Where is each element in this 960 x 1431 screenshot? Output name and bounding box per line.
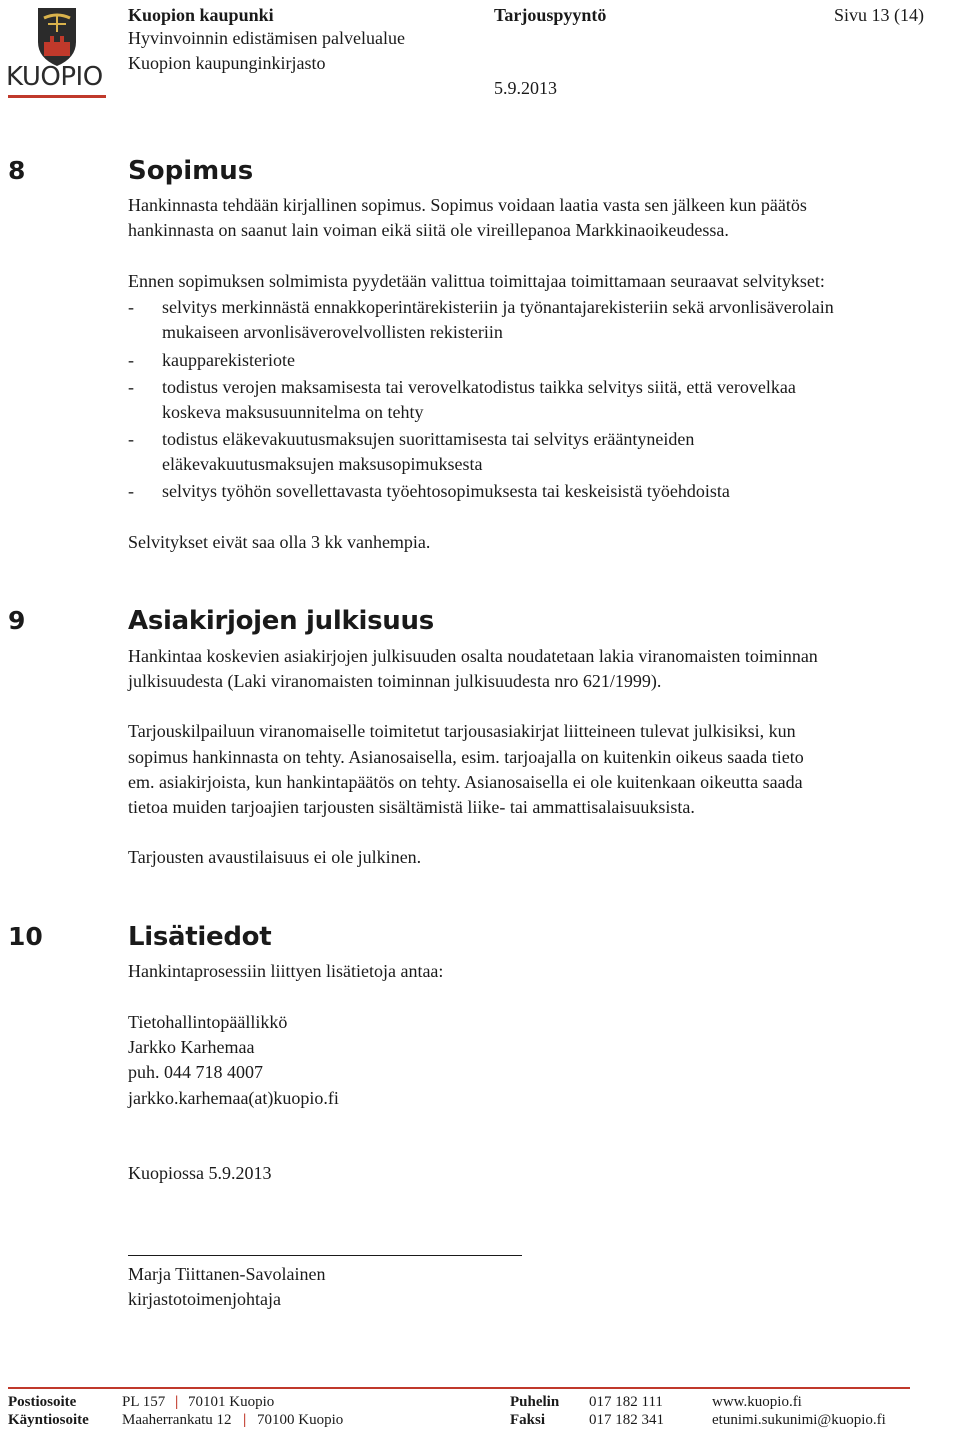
footer-web: www.kuopio.fi [712, 1394, 802, 1410]
footer-email: etunimi.sukunimi@kuopio.fi [712, 1412, 886, 1428]
section-9-paragraph-line: Tarjousten avaustilaisuus ei ole julkinen. [128, 847, 422, 867]
footer-phone-label: Puhelin [510, 1394, 560, 1410]
footer-postal-box: PL 157 [122, 1394, 166, 1410]
section-8-title: Sopimus [128, 156, 254, 186]
header-library: Kuopion kaupunginkirjasto [128, 53, 326, 73]
bullet-dash: - [128, 350, 134, 370]
footer-separator: | [175, 1394, 179, 1410]
section-9-paragraph-line: Hankintaa koskevien asiakirjojen julkisuuden osalta noudatetaan lakia viranomaisten toiminnan [128, 646, 818, 666]
footer-postal-label: Postiosoite [8, 1394, 77, 1410]
signature-place-date: Kuopiossa 5.9.2013 [128, 1163, 272, 1183]
section-10-intro: Hankintaprosessiin liittyen lisätietoja antaa: [128, 961, 444, 981]
bullet-dash: - [128, 377, 134, 397]
section-10-number: 10 [8, 922, 43, 951]
signature-line [128, 1255, 522, 1256]
footer-fax-label: Faksi [510, 1412, 546, 1428]
footer-visit-code: 70100 Kuopio [257, 1412, 344, 1428]
bullet-text: selvitys merkinnästä ennakkoperintärekisteriin ja työnantajarekisteriin sekä arvonlisäverolain [162, 297, 834, 317]
bullet-dash: - [128, 481, 134, 501]
bullet-dash: - [128, 429, 134, 449]
section-9-number: 9 [8, 606, 26, 635]
section-8-number: 8 [8, 156, 26, 185]
bullet-text: kaupparekisteriote [162, 350, 295, 370]
bullet-dash: - [128, 297, 134, 317]
bullet-text: selvitys työhön sovellettavasta työehtosopimuksesta tai keskeisistä työehdoista [162, 481, 730, 501]
section-8-paragraph-line: hankinnasta on saanut lain voiman eikä siitä ole vireillepanoa Markkinaoikeudessa. [128, 220, 729, 240]
kuopio-logo [6, 2, 106, 100]
footer-postal-code: 70101 Kuopio [188, 1394, 275, 1410]
contact-email: jarkko.karhemaa(at)kuopio.fi [128, 1088, 339, 1108]
contact-title: Tietohallintopäällikkö [128, 1012, 288, 1032]
footer-phone: 017 182 111 [589, 1394, 663, 1410]
section-9-paragraph-line: Tarjouskilpailuun viranomaiselle toimitetut tarjousasiakirjat liitteineen tulevat julkisiksi, kun [128, 721, 796, 741]
section-9-paragraph-line: julkisuudesta (Laki viranomaisten toiminnan julkisuudesta nro 621/1999). [128, 671, 662, 691]
contact-phone: puh. 044 718 4007 [128, 1062, 263, 1082]
header-org: Kuopion kaupunki [128, 5, 274, 25]
section-8-note: Selvitykset eivät saa olla 3 kk vanhempia. [128, 532, 431, 552]
footer-fax: 017 182 341 [589, 1412, 664, 1428]
header-date: 5.9.2013 [494, 78, 557, 98]
bullet-text: eläkevakuutusmaksujen maksusopimuksesta [162, 454, 483, 474]
header-doc-type: Tarjouspyyntö [494, 5, 607, 25]
section-9-paragraph-line: sopimus hankinnasta on tehty. Asianosaisella, esim. tarjoajalla on kuitenkin oikeus saada tieto [128, 747, 804, 767]
logo-wordmark: KUOPIO [6, 62, 103, 92]
bullet-text: todistus verojen maksamisesta tai verovelkatodistus taikka selvitys siitä, että verovelkaa [162, 377, 796, 397]
signature-role: kirjastotoimenjohtaja [128, 1289, 281, 1309]
bullet-text: todistus eläkevakuutusmaksujen suorittamisesta tai selvitys erääntyneiden [162, 429, 695, 449]
signature-name: Marja Tiittanen-Savolainen [128, 1264, 326, 1284]
footer-separator: | [243, 1412, 247, 1428]
section-10-title: Lisätiedot [128, 922, 272, 952]
header-unit: Hyvinvoinnin edistämisen palvelualue [128, 28, 405, 48]
footer-rule [8, 1387, 910, 1389]
contact-name: Jarkko Karhemaa [128, 1037, 255, 1057]
footer-visit-label: Käyntiosoite [8, 1412, 89, 1428]
footer-visit-street: Maaherrankatu 12 [122, 1412, 232, 1428]
section-8-intro: Ennen sopimuksen solmimista pyydetään valittua toimittajaa toimittamaan seuraavat selvitykset: [128, 271, 825, 291]
logo-underline [8, 95, 106, 98]
bullet-text: mukaiseen arvonlisäverovelvollisten rekisteriin [162, 322, 503, 342]
bullet-text: koskeva maksusuunnitelma on tehty [162, 402, 424, 422]
section-9-title: Asiakirjojen julkisuus [128, 606, 434, 636]
section-8-paragraph-line: Hankinnasta tehdään kirjallinen sopimus. Sopimus voidaan laatia vasta sen jälkeen kun päätös [128, 195, 807, 215]
section-9-paragraph-line: em. asiakirjoista, kun hankintapäätös on tehty. Asianosaisella ei ole kuitenkaan oikeutta saada [128, 772, 803, 792]
header-page-number: Sivu 13 (14) [834, 5, 924, 25]
section-9-paragraph-line: tietoa muiden tarjoajien tarjousten sisältämistä liike- tai ammattisalaisuuksista. [128, 797, 695, 817]
